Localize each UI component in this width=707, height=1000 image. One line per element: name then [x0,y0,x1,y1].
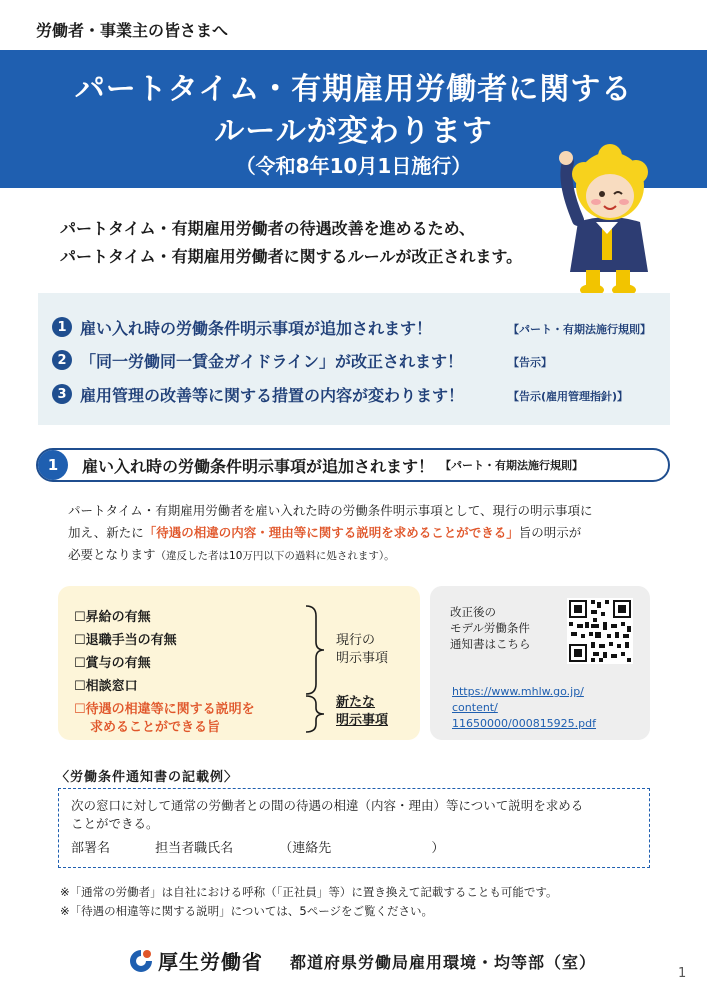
checklist-item: ☐相談窓口 [74,679,138,694]
audience-label: 労働者・事業主の皆さまへ [36,21,229,40]
summary-box [38,293,670,425]
disclosure-items-box [58,586,420,740]
new-checklist-item: ☐待遇の相違等に関する説明を [74,702,255,717]
new-items-brace [302,694,326,734]
page-title-line1: パートタイム・有期雇用労働者に関する [74,72,633,107]
qr-text-line: 通知書はこちら [450,637,531,651]
effective-date: （令和8年10月1日施行） [235,154,472,178]
qr-description [450,604,531,652]
ministry-logo [128,946,263,975]
penalty-note: （違反した者は10万円以下の過料に処されます）。 [155,550,395,562]
contact-field-close: ） [431,841,445,856]
label-line: 明示事項 [336,651,389,666]
summary-item-3 [52,382,464,406]
qr-text-line: 改正後の [450,605,496,619]
link-line[interactable]: 11650000/000815925.pdf [452,717,597,730]
summary-item-text: 雇用管理の改善等に関する措置の内容が変わります！ [80,385,465,405]
example-text [71,797,641,833]
person-field-label: 担当者職氏名 [155,841,234,856]
summary-item-text: 雇い入れ時の労働条件明示事項が追加されます！ [80,318,433,338]
number-badge: 2 [52,350,72,370]
section-tag: 【パート・有期法施行規則】 [440,459,584,472]
current-items-label [336,632,388,668]
ministry-name: 厚生労働省 [158,950,263,974]
example-line: ことができる。 [71,816,159,831]
para-line3 [68,544,648,567]
intro-line1: パートタイム・有期雇用労働者の待遇改善を進めるため、 [60,219,476,238]
mascot-illustration [548,142,668,300]
footnote-1: ※「通常の労働者」は自社における呼称（「正社員」等）に置き換えて記載することも可能です。 [60,885,558,899]
page-number: 1 [678,966,687,981]
example-line: 次の窓口に対して通常の労働者との間の待遇の相違（内容・理由）等について説明を求める [71,798,584,813]
intro-text [60,215,522,271]
section-number-badge: 1 [38,450,68,480]
qr-code[interactable] [567,598,633,664]
footnote-2: ※「待遇の相違等に関する説明」については、5ページをご覧ください。 [60,904,433,918]
label-line: 新たな [336,695,376,710]
new-checklist-item-cont: 求めることができる旨 [90,720,221,735]
summary-item-tag: 【告示】 [508,356,552,369]
para-text: 必要となります [68,547,156,562]
checklist-item: ☐昇給の有無 [74,610,151,625]
intro-line2: パートタイム・有期雇用労働者に関するルールが改正されます。 [60,247,523,266]
section-1-heading [36,448,670,482]
new-items-label [336,694,388,730]
summary-item-1 [52,315,432,339]
dept-field-label: 部署名 [71,841,111,856]
link-line[interactable]: https://www.mhlw.go.jp/ [452,685,584,698]
number-badge: 1 [52,317,72,337]
checklist-item: ☐退職手当の有無 [74,633,177,648]
number-badge: 3 [52,384,72,404]
summary-item-tag: 【パート・有期法施行規則】 [508,323,651,336]
office-name: 都道府県労働局雇用環境・均等部（室） [290,953,597,972]
summary-item-2 [52,348,463,372]
current-items-brace [302,604,326,696]
qr-text-line: モデル労働条件 [450,621,530,635]
link-line[interactable]: content/ [452,701,498,714]
example-title: 〈労働条件通知書の記載例〉 [56,770,239,785]
summary-item-text: 「同一労働同一賃金ガイドライン」が改正されます！ [80,351,464,371]
page-title-line2: ルールが変わります [214,114,493,149]
model-notice-link[interactable] [452,684,596,732]
section-title: 雇い入れ時の労働条件明示事項が追加されます！ [82,456,435,476]
example-fields [71,837,444,856]
para-line2 [68,522,648,544]
ministry-emblem-icon [128,948,154,974]
summary-item-tag: 【告示(雇用管理指針)】 [508,390,629,403]
checklist-item: ☐賞与の有無 [74,656,151,671]
contact-field-label: （連絡先 [279,841,332,856]
label-line: 現行の [336,633,376,648]
para-text: 加え、新たに [68,525,144,540]
highlight-text: 「待遇の相違の内容・理由等に関する説明を求めることができる」 [143,525,519,540]
qr-info-box [430,586,650,740]
section-1-paragraph [68,500,648,567]
para-text: 旨の明示が [518,525,582,540]
label-line: 明示事項 [336,713,389,728]
example-box [58,788,650,868]
para-line1: パートタイム・有期雇用労働者を雇い入れた時の労働条件明示事項として、現行の明示事項に [68,503,593,518]
